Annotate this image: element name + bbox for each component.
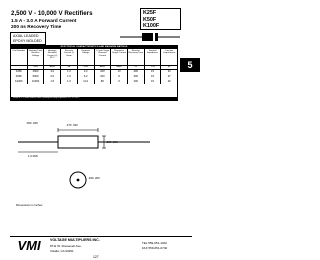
unit-cell: µA [61,65,78,69]
table-cell: K100F [11,79,28,84]
table-cell: K25F [11,69,28,74]
table-cell: 6.2 [78,74,95,79]
unit-cell: °C/W [145,65,162,69]
table-cell: 10 [111,69,128,74]
subtitle-current: 1.5 A - 3.0 A Forward Current [11,19,77,24]
fax: FAX 559-651-0740 [142,246,168,250]
address-line-2: Visalia, CA 93291 [50,249,74,253]
lead-length-dimension: 1.0 MIN [28,154,38,158]
table-row [11,79,177,84]
unit-cell: Amps [111,65,128,69]
table-cell: K50F [11,74,28,79]
page-title: 2,500 V - 10,000 V Rectifiers [11,10,93,17]
table-cell: 2.0 [44,74,61,79]
part-number: K50F [143,16,157,23]
table-cell: 11.0 [78,79,95,84]
table-cell: 1.0 [61,69,78,74]
outline-drawing [0,100,200,220]
table-cell: 33 [167,70,171,73]
diode-symbol-icon [120,32,180,42]
body-length-dimension: .370 .330 [66,123,78,127]
table-cell: 15 [145,74,162,79]
logo-text: VMI [17,238,41,253]
table-footnote: Ratings at 25°C unless otherwise noted. Operating and storage temperature: -55°C to +150°C. [11,97,177,100]
table-cell: 200 [128,69,145,74]
subtitle-recovery: 200 ns Recovery Time [11,25,62,30]
unit-cell: Amps [44,65,61,69]
table-title: ELECTRICAL CHARACTERISTICS AND MAXIMUM RATINGS [11,46,177,49]
table-body [11,69,177,99]
table-cell: 20 [167,80,171,83]
unit-cell: Volts [78,65,95,69]
table-cell: 3.0 [44,69,61,74]
table-cell: 2500 [28,69,45,74]
body-diameter-dimension: .290 .260 [106,140,118,144]
lead-diameter-dimension: .050 .045 [26,121,38,125]
table-cell: 8 [111,74,128,79]
table-cell: 100 [95,74,112,79]
part-number: K100F [143,23,160,30]
page-number: 127 [93,255,99,259]
table-cell: 1.0 [61,79,78,84]
table-cell: 80 [95,79,112,84]
package-type-box [10,32,46,45]
package-type-line: AXIAL LEADED [13,34,39,38]
table-cell: 1.5 [44,79,61,84]
ratings-table [10,45,178,101]
table-cell: 10000 [28,79,45,84]
column-header: Junction Capacitance [163,49,176,55]
table-cell: 5000 [28,74,45,79]
company-name: VOLTAGE MULTIPLIERS INC. [50,238,100,242]
dimension-note: Dimensions in inches [16,203,43,207]
part-number: K25F [143,10,157,16]
column-header: Average Rectified Current @ 55°C [44,49,61,65]
table-cell: 100 [95,69,112,74]
table-header-row [11,49,177,66]
column-header: Forward Voltage [78,49,95,65]
unit-cell: ns [128,65,145,69]
column-header: 1 Cycle Surge Forward Current [95,49,112,65]
part-number-box [140,8,181,30]
unit-cell: Amps [95,65,112,69]
column-header: Part Number [11,49,28,65]
unit-cell: pF [168,66,171,68]
column-header: Working Peak Reverse Voltage [28,49,45,65]
table-cell: 15 [145,79,162,84]
table-cell: 200 [128,79,145,84]
column-header: Reverse Recovery Time [128,49,145,65]
table-cell: 27 [167,75,171,78]
table-cell: 3.4 [78,69,95,74]
column-header: Repetitive Surge Current [111,49,128,65]
column-header: Thermal Impedance [145,49,162,65]
company-logo [12,237,46,254]
table-cell: 6 [111,79,128,84]
table-cell: 15 [145,69,162,74]
telephone: TEL 559-651-1402 [142,241,167,245]
address-line-1: 8711 W. Roosevelt Ave. [50,244,82,248]
package-type-line: EPOXY MOLDED [13,39,42,43]
column-header: Reverse Current @ Vrwm [61,49,78,65]
section-tab: 5 [180,58,200,72]
table-cell: 1.0 [61,74,78,79]
table-cell: 200 [128,74,145,79]
unit-cell: Volts [28,65,45,69]
end-view-dimension: .290 .260 [88,176,100,180]
